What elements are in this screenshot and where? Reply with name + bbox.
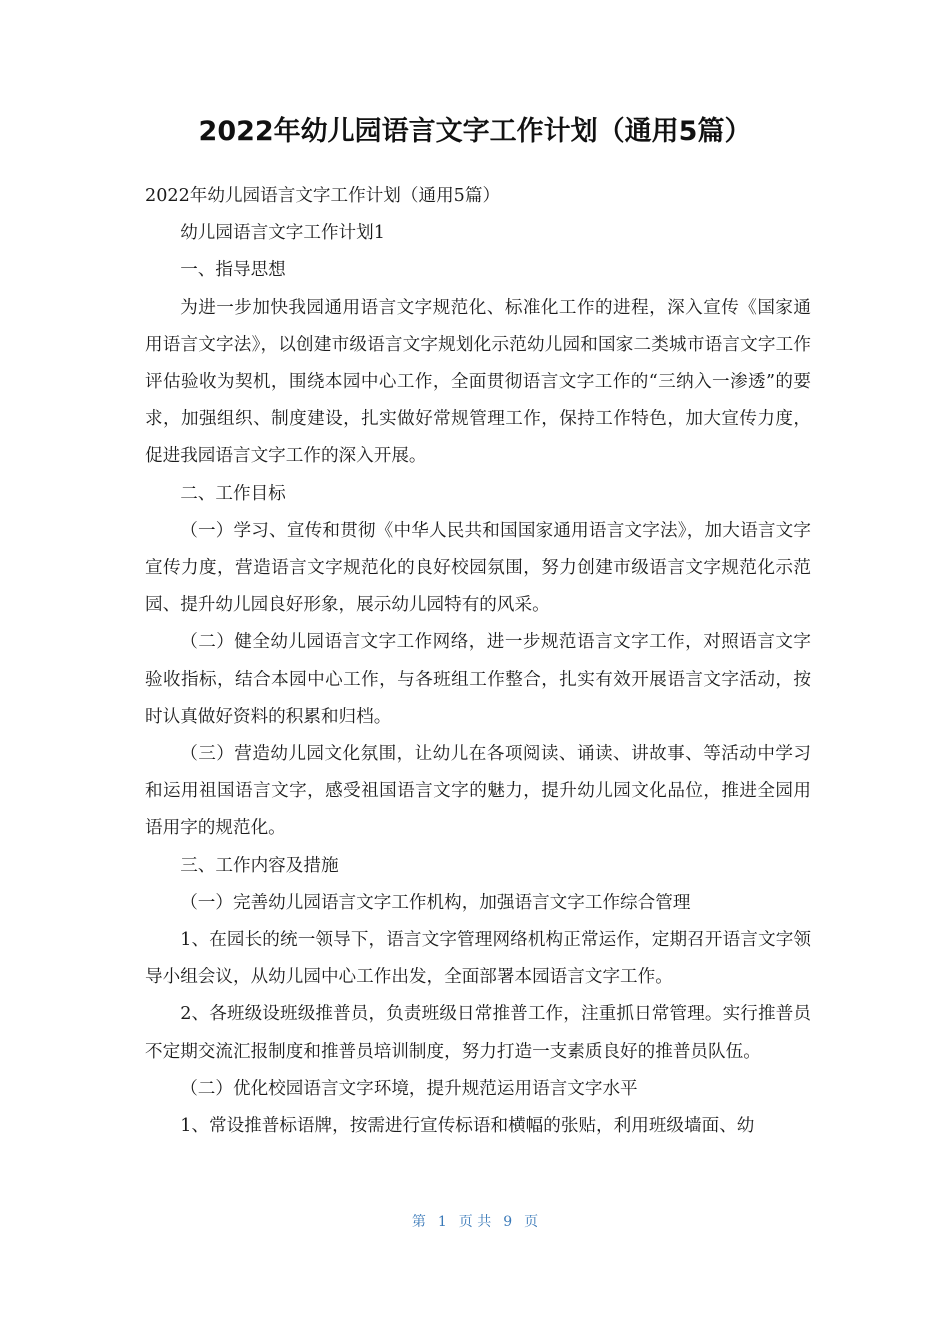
document-title: 2022年幼儿园语言文字工作计划（通用5篇） xyxy=(198,116,752,147)
paragraph: （三）营造幼儿园文化氛围，让幼儿在各项阅读、诵读、讲故事、等活动中学习和运用祖国语言文字，感受祖国语言文字的魅力，提升幼儿园文化品位，推进全园用语用字的规范化。 xyxy=(145,744,811,839)
paragraph: （二）健全幼儿园语言文字工作网络，进一步规范语言文字工作，对照语言文字验收指标，结合本园中心工作，与各班组工作整合，扎实有效开展语言文字活动，按时认真做好资料的积累和归档。 xyxy=(145,632,811,727)
paragraph: 幼儿园语言文字工作计划1 xyxy=(180,223,385,244)
paragraph: （二）优化校园语言文字环境，提升规范运用语言文字水平 xyxy=(180,1078,638,1099)
document-body xyxy=(145,178,811,1145)
paragraph: （一）完善幼儿园语言文字工作机构，加强语言文字工作综合管理 xyxy=(180,892,691,913)
page-footer xyxy=(0,1211,950,1233)
footer-suffix: 页 xyxy=(524,1214,539,1230)
footer-page-number: 1 xyxy=(437,1214,447,1230)
paragraph: 2、各班级设班级推普员，负责班级日常推普工作，注重抓日常管理。实行推普员不定期交流汇报制度和推普员培训制度，努力打造一支素质良好的推普员队伍。 xyxy=(145,1004,811,1062)
paragraph: 三、工作内容及措施 xyxy=(180,855,339,876)
paragraph: 1、常设推普标语牌，按需进行宣传标语和横幅的张贴，利用班级墙面、幼 xyxy=(180,1116,755,1137)
paragraph: 二、工作目标 xyxy=(180,483,286,504)
footer-prefix: 第 xyxy=(411,1214,426,1230)
paragraph: 1、在园长的统一领导下，语言文字管理网络机构正常运作，定期召开语言文字领导小组会议，从幼儿园中心工作出发，全面部署本园语言文字工作。 xyxy=(145,930,811,988)
paragraph: 为进一步加快我园通用语言文字规范化、标准化工作的进程，深入宣传《国家通用语言文字法》，以创建市级语言文字规划化示范幼儿园和国家二类城市语言文字工作评估验收为契机，围绕本园中心工作，全面贯彻语言文字工作的“三纳入一渗透”的要求，加强组织、制度建设，扎实做好常规管理工作，保持工作特色，加大宣传力度，促进我园语言文字工作的深入开展。 xyxy=(145,297,811,467)
paragraph: （一）学习、宣传和贯彻《中华人民共和国国家通用语言文字法》，加大语言文字宣传力度，营造语言文字规范化的良好校园氛围，努力创建市级语言文字规范化示范园、提升幼儿园良好形象，展示幼儿园特有的风采。 xyxy=(145,520,811,616)
paragraph: 一、指导思想 xyxy=(180,260,286,281)
footer-middle: 页 共 xyxy=(458,1214,492,1230)
paragraph: 2022年幼儿园语言文字工作计划（通用5篇） xyxy=(145,186,501,206)
footer-total-pages: 9 xyxy=(503,1214,513,1230)
